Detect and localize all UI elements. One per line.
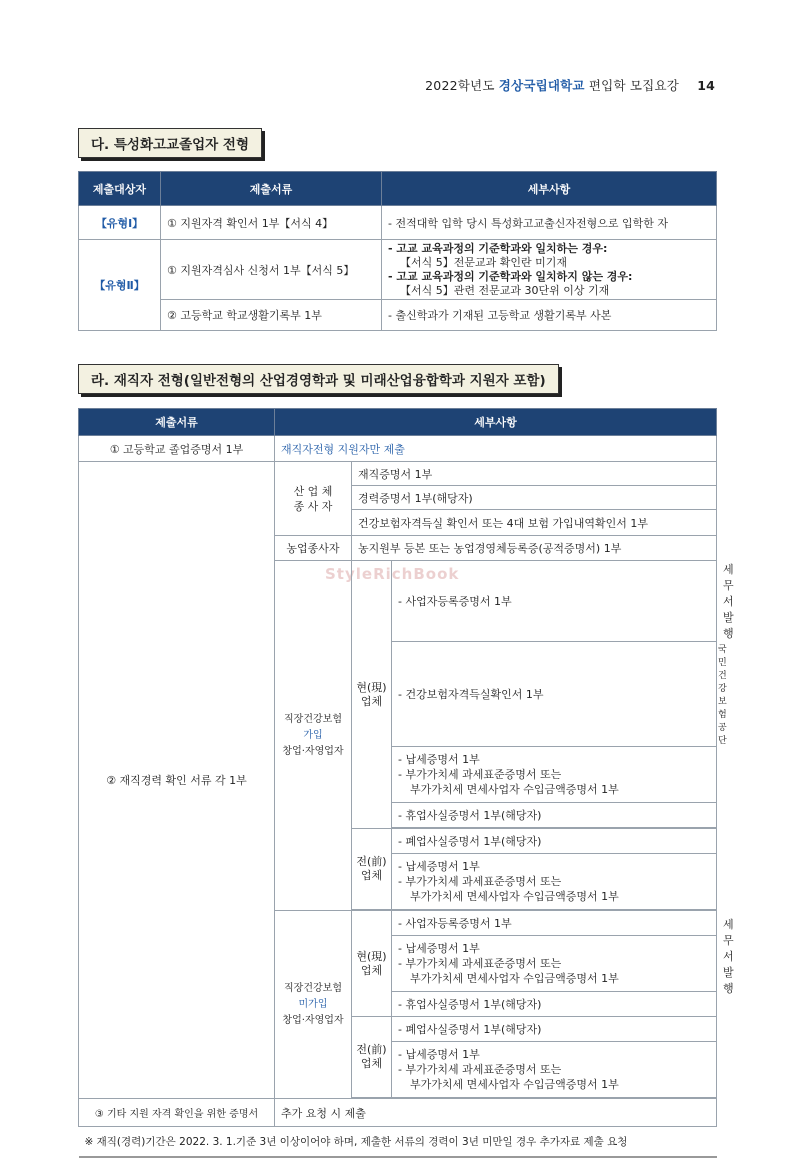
- type2-label: 【유형Ⅱ】: [79, 240, 161, 331]
- section-title-ra: 라. 재직자 전형(일반전형의 산업경영학과 및 미래산업융합학과 지원자 포함): [78, 364, 559, 394]
- closure-doc: - 휴업사실증명서 1부(해당자): [392, 803, 717, 828]
- industry-item: 건강보험자격득실 확인서 또는 4대 보험 가입내역확인서 1부: [352, 510, 717, 536]
- footnote: ※ 재직(경력)기간은 2022. 3. 1.기준 3년 이상이어야 하며, 제출한 서류의 경력이 3년 미만일 경우 추가자료 제출 요청: [79, 1127, 717, 1157]
- col-header: 제출서류: [161, 172, 382, 206]
- closure-doc: - 휴업사실증명서 1부(해당자): [392, 992, 717, 1017]
- row1-doc: ① 고등학교 졸업증명서 1부: [79, 436, 275, 462]
- industry-item: 경력증명서 1부(해당자): [352, 486, 717, 510]
- type2-doc2: ② 고등학교 학교생활기록부 1부: [161, 300, 382, 331]
- biz-reg-doc: - 사업자등록증명서 1부: [392, 561, 717, 642]
- row3-detail: 추가 요청 시 제출: [275, 1099, 717, 1127]
- page-header: [425, 76, 715, 94]
- table-da: [78, 171, 717, 331]
- farmer-detail: 농지원부 등본 또는 농업경영체등록증(공적증명서) 1부: [352, 536, 717, 561]
- former-biz-label: 전(前) 업체: [352, 829, 392, 910]
- type2-detail1: [382, 240, 717, 300]
- row2-doc: ② 재직경력 확인 서류 각 1부: [79, 462, 275, 1099]
- uninsured-group-label: 직장건강보험 미가입 창업·자영업자: [275, 911, 352, 1099]
- watermark: StyleRichBook: [325, 565, 460, 583]
- row1-detail: 재직자전형 지원자만 제출: [275, 436, 717, 462]
- type2-detail2: - 출신학과가 기재된 고등학교 생활기록부 사본: [382, 300, 717, 331]
- shutdown-doc: - 폐업사실증명서 1부(해당자): [392, 829, 717, 854]
- page-number: 14: [697, 78, 715, 93]
- col-header: 제출서류: [79, 409, 275, 436]
- current-biz-label: 현(現) 업체: [352, 561, 392, 829]
- tax-docs: - 납세증명서 1부 - 부가가치세 과세표준증명서 또는 부가가치세 면세사업자 수입금액증명서 1부: [392, 936, 717, 992]
- tax-docs: - 납세증명서 1부 - 부가가치세 과세표준증명서 또는 부가가치세 면세사업자 수입금액증명서 1부: [392, 1042, 717, 1098]
- table-ra: 제출서류 세부사항 ① 고등학교 졸업증명서 1부 재직자전형 지원자만 제출 ② 재직경력 확인 서류 각 1부 산 업 체 종 사 자 재직증명서 1부 경력증명서 1부(해당자) 건강보험자격득실 확인서 또는 4대 보험 가입내역확인서 1부 농업종사자 농지원부 등본 또는 농업경영체등록증(공적증명서) 1부 직장건강보험 가입 창업·자영업자 현(現) 업체 - 사업자등록증명서 1부 세무서발행 - 건강보험자격득실확인서 1부 국민건강보험공단 - 납세증명서 1부 - 부가가치세 과세표준증명서 또는 부가가치세 면세사업자 수입금액증명서 1부 - 휴업사실증명서 1부(해당자) 전(前) 업체 - 폐업사실증명서 1부(해당자) - 납세증명서 1부 - 부가가치세 과세표준증명서 또는 부가가치세 면세사업자 수입금액증명서 1부 직장건강보험 미가입 창업·자영업자 현(現) 업체 - 사업자등록증명서 1부 세무서발행 - 납세증명서 1부 - 부가가치세 과세표준증명서 또는 부가가치세 면세사업자 수입금액증명서 1부 - 휴업사실증명서 1부(해당자) 전(前) 업체 - 폐업사실증명서 1부(해당자) - 납세증명서 1부 - 부가가치세 과세표준증명서 또는 부가가치세 면세사업자 수입금액증명서 1부 ③ 기타 지원 자격 확인을 위한 증명서 추가 요청 시 제출 ※ 재직(경력)기간은 2022. 3. 1.기준 3년 이상이어야 하며, 제출한 서류의 경력이 3년 미만일 경우 추가자료 제출 요청: [78, 408, 717, 1158]
- detail-line: 【서식 5】전문교과 확인란 미기재: [400, 255, 567, 269]
- type1-doc: ① 지원자격 확인서 1부【서식 4】: [161, 206, 382, 240]
- detail-line: - 고교 교육과정의 기준학과와 일치하지 않는 경우:: [388, 269, 633, 283]
- type2-doc1: ① 지원자격심사 신청서 1부【서식 5】: [161, 240, 382, 300]
- farmer-label: 농업종사자: [275, 536, 352, 561]
- biz-reg-doc: - 사업자등록증명서 1부: [392, 911, 717, 936]
- row3-doc: ③ 기타 지원 자격 확인을 위한 증명서: [79, 1099, 275, 1127]
- type1-detail: - 전적대학 입학 당시 특성화고교출신자전형으로 입학한 자: [382, 206, 717, 240]
- industry-label: 산 업 체 종 사 자: [275, 462, 352, 536]
- type1-label: 【유형Ⅰ】: [79, 206, 161, 240]
- section-title-da: 다. 특성화고교졸업자 전형: [78, 128, 262, 158]
- tax-docs: - 납세증명서 1부 - 부가가치세 과세표준증명서 또는 부가가치세 면세사업자 수입금액증명서 1부: [392, 854, 717, 910]
- col-header: 세부사항: [275, 409, 717, 436]
- shutdown-doc: - 폐업사실증명서 1부(해당자): [392, 1017, 717, 1042]
- col-header: 세부사항: [382, 172, 717, 206]
- col-header: 제출대상자: [79, 172, 161, 206]
- industry-item: 재직증명서 1부: [352, 462, 717, 486]
- tax-docs: - 납세증명서 1부 - 부가가치세 과세표준증명서 또는 부가가치세 면세사업자 수입금액증명서 1부: [392, 747, 717, 803]
- detail-line: - 고교 교육과정의 기준학과와 일치하는 경우:: [388, 241, 608, 255]
- header-year: 2022학년도: [425, 78, 495, 93]
- nhis-doc: - 건강보험자격득실확인서 1부: [392, 642, 717, 747]
- current-biz-label: 현(現) 업체: [352, 911, 392, 1017]
- former-biz-label: 전(前) 업체: [352, 1017, 392, 1098]
- insured-group-label: 직장건강보험 가입 창업·자영업자: [275, 561, 352, 911]
- detail-line: 【서식 5】관련 전문교과 30단위 이상 기재: [400, 283, 610, 297]
- header-university: 경상국립대학교: [498, 78, 585, 93]
- header-title: 편입학 모집요강: [588, 78, 680, 93]
